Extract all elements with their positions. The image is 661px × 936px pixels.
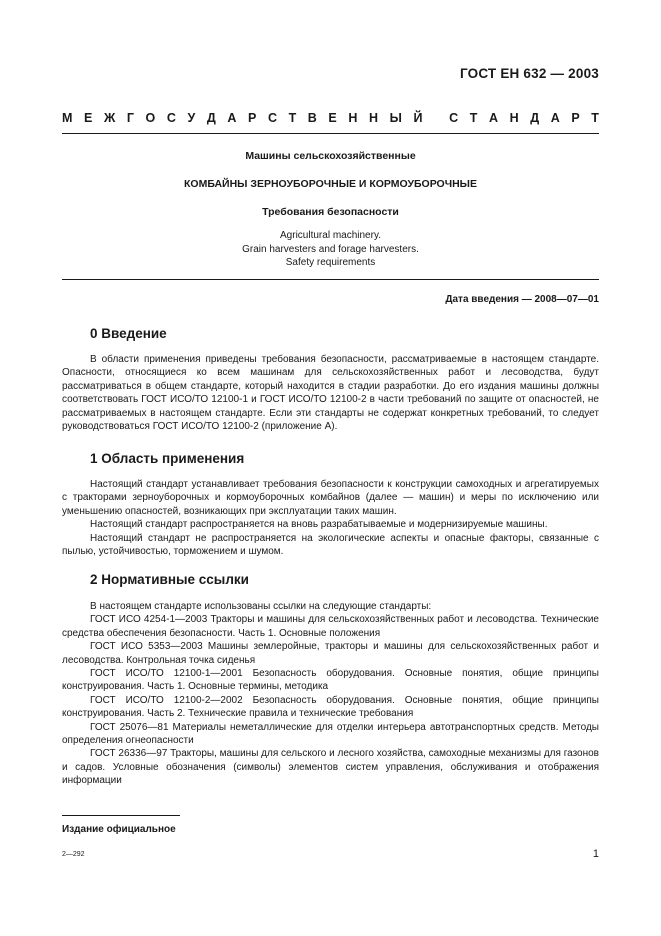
section-heading-scope: 1 Область применения — [90, 451, 245, 466]
banner-letter: Р — [248, 111, 257, 125]
title-line-1: Машины сельскохозяйственные — [245, 150, 416, 162]
banner-letter: В — [307, 111, 317, 125]
paragraph: Настоящий стандарт распространяется на вновь разрабатываемые и модернизируемые машины. — [90, 519, 548, 531]
reference-entry: ГОСТ 25076—81 Материалы неметаллические для отделки интерьера автотранспортных средств. Методы определения огнеопасности — [62, 721, 599, 747]
banner-letter: Й — [413, 111, 423, 125]
section-heading-introduction: 0 Введение — [90, 326, 167, 341]
english-title — [62, 229, 599, 270]
header-divider — [62, 133, 599, 134]
paragraph: В настоящем стандарте использованы ссылки на следующие стандарты: — [90, 601, 432, 612]
official-edition-label: Издание официальное — [62, 824, 176, 835]
english-title-line: Agricultural machinery. — [280, 230, 381, 241]
banner-letter: У — [187, 111, 196, 125]
banner-letter: А — [550, 111, 560, 125]
banner-letter: Д — [206, 111, 216, 125]
banner-word-gap — [434, 111, 437, 125]
standard-number: ГОСТ EH 632 — 2003 — [459, 66, 599, 81]
banner-letter: Е — [328, 111, 337, 125]
banner-letter: Ж — [103, 111, 116, 125]
reference-entry: ГОСТ ИСО 4254-1—2003 Тракторы и машины для сельскохозяйственных работ и лесоводства. Технические средства обеспечения безопасности. Часть 1. Основные положения — [62, 614, 599, 639]
title-line-2: КОМБАЙНЫ ЗЕРНОУБОРОЧНЫЕ И КОРМОУБОРОЧНЫЕ — [184, 178, 477, 190]
banner-letter: Г — [126, 111, 134, 125]
banner-letter: Д — [530, 111, 540, 125]
title-divider — [62, 279, 599, 280]
title-line-3: Требования безопасности — [262, 206, 399, 218]
banner-letter: С — [166, 111, 176, 125]
reference-entry: ГОСТ 26336—97 Тракторы, машины для сельского и лесного хозяйства, самоходные механизмы для газонов и садов. Условные обозначения (символы) элементов систем управления, обслуживания и отображения информации — [62, 748, 599, 787]
paragraph: Настоящий стандарт устанавливает требования безопасности к конструкции самоходных и агрегатируемых с тракторами зерноуборочных и кормоуборочных комбайнов (далее — машин) и меры по исключению или уменьшению опасностей, возникающих при эксплуатации таких машин. — [62, 479, 599, 517]
banner-letter: С — [449, 111, 459, 125]
page-number: 1 — [592, 848, 599, 860]
banner-letter: М — [62, 111, 73, 125]
banner-letter: Ы — [389, 111, 402, 125]
banner-letter: Т — [469, 111, 478, 125]
banner-letter: Т — [288, 111, 297, 125]
banner-letter: Н — [509, 111, 519, 125]
paragraph: Настоящий стандарт не распространяется на экологические аспекты и опасные факторы, связанные с пылью, устойчивостью, торможением и шумом. — [62, 532, 599, 558]
introduction-date: Дата введения — 2008—07—01 — [445, 294, 599, 305]
banner-letter: Р — [571, 111, 580, 125]
reference-entry: ГОСТ ИСО 5353—2003 Машины землеройные, тракторы и машины для сельскохозяйственных работ и лесоводства. Контрольная точка сиденья — [62, 641, 599, 666]
section-heading-normative-references: 2 Нормативные ссылки — [90, 572, 249, 587]
banner-letter: Н — [368, 111, 379, 125]
english-title-line: Grain harvesters and forage harvesters. — [242, 243, 419, 255]
reference-entry: ГОСТ ИСО/ТО 12100-2—2002 Безопасность оборудования. Основные понятия, общие принципы конструирования. Часть 2. Технические правила и технические требования — [62, 694, 599, 720]
english-title-line: Safety requirements — [285, 257, 376, 268]
banner-letter: А — [227, 111, 237, 125]
reference-entry: ГОСТ ИСО/ТО 12100-1—2001 Безопасность оборудования. Основные понятия, общие принципы конструирования. Часть 1. Основные термины, методика — [62, 668, 599, 693]
section-body-normative-references — [62, 600, 599, 788]
banner-letter: О — [145, 111, 156, 125]
section-body-introduction — [62, 353, 599, 433]
section-body-scope — [62, 478, 599, 558]
banner-letter: Е — [84, 111, 93, 125]
banner-letter: С — [267, 111, 277, 125]
banner-letter: А — [488, 111, 498, 125]
sheet-code: 2—292 — [62, 851, 85, 858]
interstate-standard-banner — [62, 111, 599, 125]
footer-divider — [62, 815, 180, 816]
banner-letter: Н — [348, 111, 358, 125]
banner-letter: Т — [591, 111, 599, 125]
paragraph: В области применения приведены требования безопасности, рассматриваемые в настоящем стандарте. Опасности, относящиеся ко всем машинам для сельскохозяйственных работ и лесоводства, будут рассматриваться в общем стандарте, который находится в стадии разработки. До его издания машины должны соответствовать ГОСТ ИСО/ТО 12100-1 и ГОСТ ИСО/ТО 12100-2 в части требований по защите от опасностей, не рассматриваемых в настоящем стандарте. Если эти стандарты не содержат конкретных требований, то следует руководствоваться ГОСТ ИСО/ТО 12100-2 (приложение А). — [62, 354, 599, 433]
